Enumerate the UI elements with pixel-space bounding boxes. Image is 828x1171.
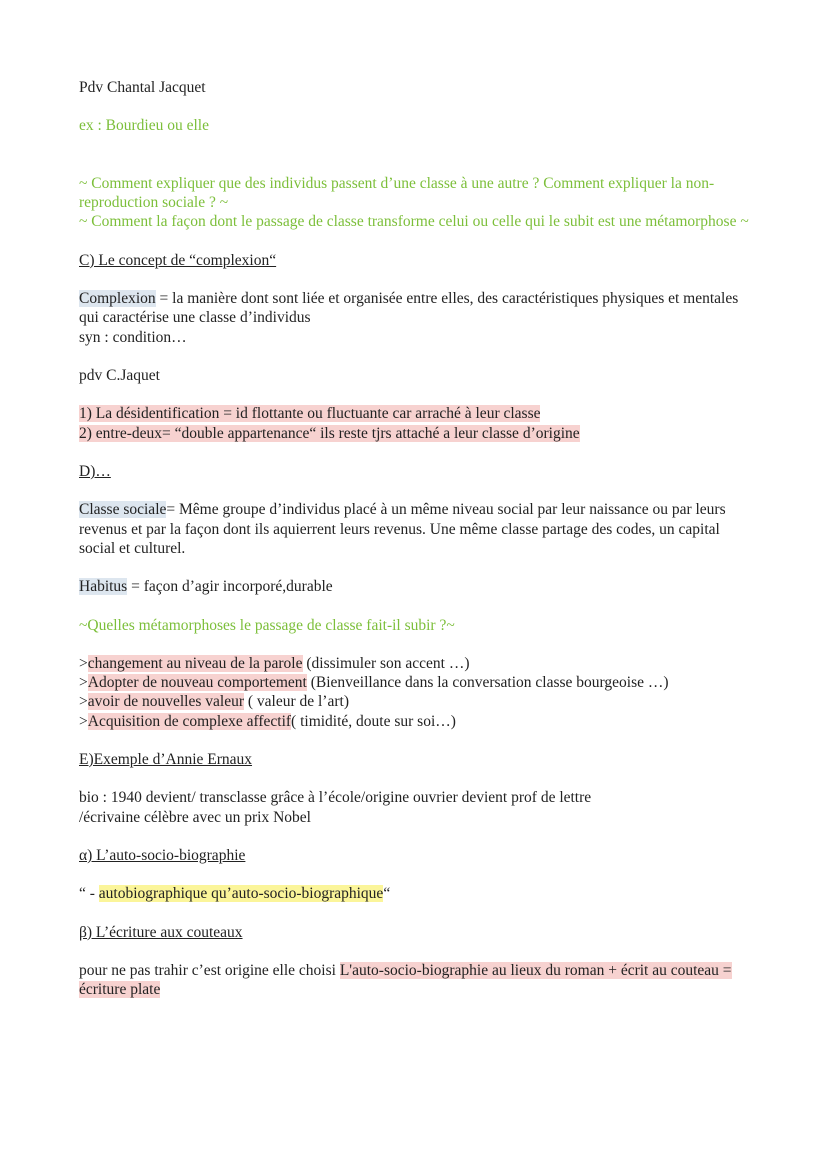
list-item-highlight: Acquisition de complexe affectif <box>87 712 292 730</box>
bio-line-1: bio : 1940 devient/ transclasse grâce à l’école/origine ouvrier devient prof de lettre <box>79 789 592 807</box>
section-d-heading: D)… <box>79 462 111 480</box>
list-item-prefix: > <box>79 693 88 711</box>
habitus-term: Habitus <box>79 578 128 596</box>
classe-sociale-text: = Même groupe d’individus placé à un même niveau social par leur naissance ou par leurs revenus et par la façon dont ils aquierrent leurs revenus. Une même classe partage des codes, un capital social et culturel. <box>79 501 726 557</box>
list-item-prefix: > <box>79 712 88 730</box>
point-1-number: 1) <box>79 405 96 423</box>
list-item <box>79 712 759 731</box>
example-line: ex : Bourdieu ou elle <box>79 117 209 135</box>
quote-highlight: autobiographique qu’auto-socio-biographique <box>98 885 384 903</box>
list-item <box>79 654 759 673</box>
list-item <box>79 673 759 692</box>
synonym-line: syn : condition… <box>79 328 187 346</box>
bio-line-2: /écrivaine célèbre avec un prix Nobel <box>79 808 311 826</box>
complexion-definition <box>79 289 759 327</box>
list-item <box>79 692 759 711</box>
list-item-rest: (dissimuler son accent …) <box>302 654 470 672</box>
document-page <box>79 78 759 999</box>
point-2 <box>79 424 759 443</box>
point-1 <box>79 404 759 423</box>
pdv-line: pdv C.Jaquet <box>79 366 160 384</box>
list-item-rest: ( timidité, doute sur soi…) <box>291 712 456 730</box>
section-c-heading: C) Le concept de “complexion“ <box>79 251 277 269</box>
habitus-definition <box>79 577 759 596</box>
question-2: ~ Comment la façon dont le passage de classe transforme celui ou celle qui le subit est une métamorphose ~ <box>79 213 749 231</box>
point-2-text: 2) entre-deux= “double appartenance“ ils reste tjrs attaché a leur classe d’origine <box>79 424 580 442</box>
final-plain-text: pour ne pas trahir c’est origine elle choisi <box>79 962 340 980</box>
complexion-term: Complexion <box>79 290 156 308</box>
list-item-highlight: changement au niveau de la parole <box>87 654 303 672</box>
complexion-text: = la manière dont sont liée et organisée entre elles, des caractéristiques physiques et mentales qui caractérise une classe d’individus <box>79 290 739 327</box>
list-item-highlight: avoir de nouvelles valeur <box>87 693 244 711</box>
classe-sociale-term: Classe sociale <box>79 501 167 519</box>
section-e-heading: E)Exemple d’Annie Ernaux <box>79 750 253 768</box>
quote-open: “ - <box>79 885 99 903</box>
list-item-prefix: > <box>79 654 88 672</box>
alpha-heading: α) L’auto-socio-biographie <box>79 846 246 864</box>
beta-heading: β) L’écriture aux couteaux <box>79 923 243 941</box>
final-highlight: L'auto-socio-biographie au lieux du roman + écrit au couteau = écriture plate <box>79 962 732 999</box>
quote-line <box>79 884 759 903</box>
quote-close: “ <box>383 885 391 903</box>
doc-title: Pdv Chantal Jacquet <box>79 79 206 96</box>
habitus-text: = façon d’agir incorporé,durable <box>127 578 333 596</box>
classe-sociale-definition <box>79 500 759 558</box>
point-1-text: La désidentification = id flottante ou fluctuante car arraché à leur classe <box>95 405 541 423</box>
list-item-highlight: Adopter de nouveau comportement <box>87 674 307 692</box>
list-item-rest: ( valeur de l’art) <box>243 693 349 711</box>
list-item-prefix: > <box>79 674 88 692</box>
question-1: ~ Comment expliquer que des individus passent d’une classe à une autre ? Comment expliquer la non-reproduction sociale ? ~ <box>79 174 715 212</box>
metamorphoses-question: ~Quelles métamorphoses le passage de classe fait-il subir ?~ <box>79 616 455 634</box>
list-item-rest: (Bienveillance dans la conversation classe bourgeoise …) <box>306 674 669 692</box>
final-paragraph <box>79 961 759 999</box>
